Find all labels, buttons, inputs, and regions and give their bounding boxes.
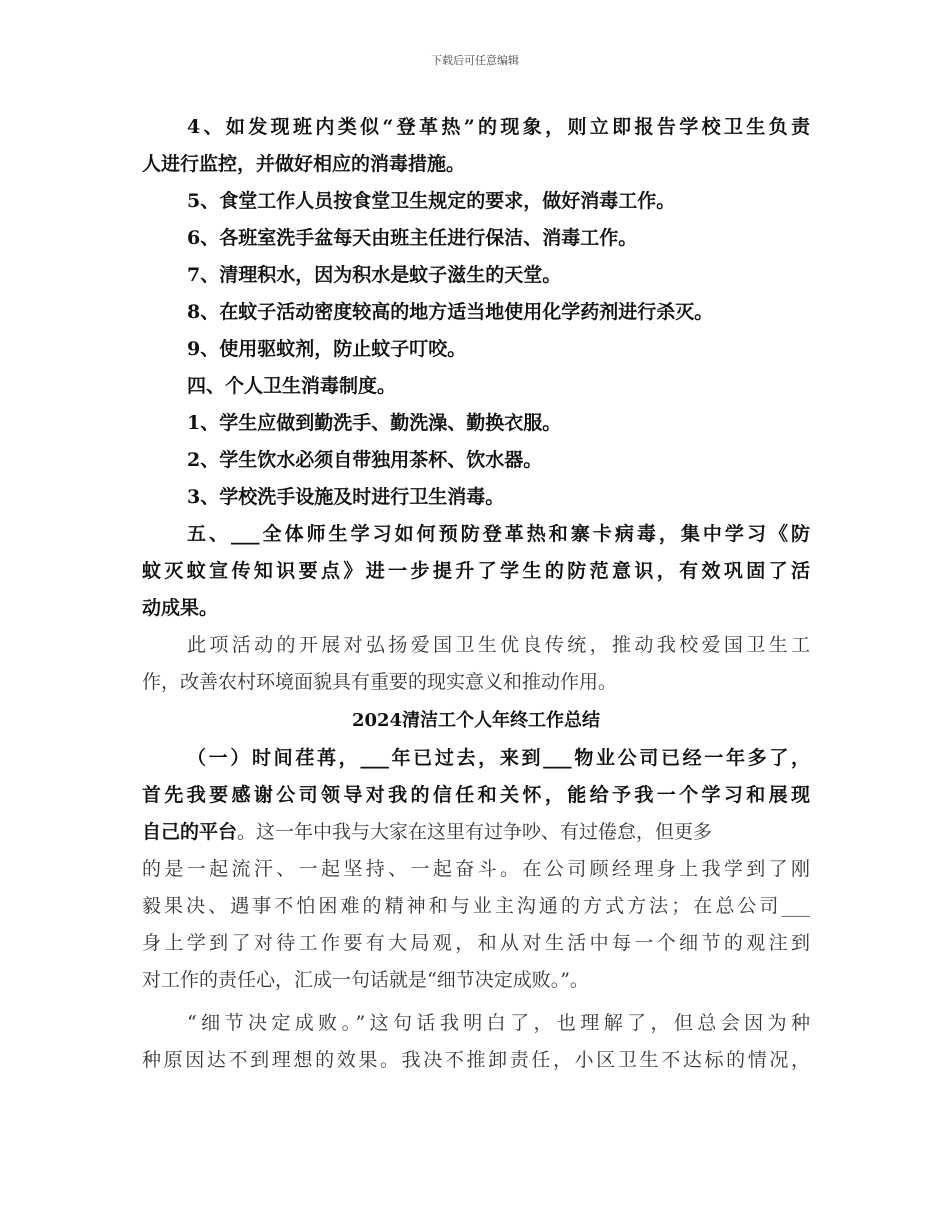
regular-text: 。这一年中我与大家在这里有过争吵、有过倦怠，但更多: [237, 821, 713, 843]
paragraph-line: 五、___全体师生学习如何预防登革热和寨卡病毒，集中学习《防: [187, 523, 810, 545]
list-item: 1、学生应做到勤洗手、勤洗澡、勤换衣服。: [187, 412, 562, 434]
paragraph-line: 身上学到了对待工作要有大局观，和从对生活中每一个细节的观注到: [142, 932, 810, 954]
paragraph-line: 人进行监控，并做好相应的消毒措施。: [142, 153, 466, 175]
list-item: 7、清理积水，因为积水是蚊子滋生的天堂。: [187, 264, 562, 286]
list-item: 3、学校洗手设施及时进行卫生消毒。: [187, 486, 505, 508]
paragraph-line: 的是一起流汗、一起坚持、一起奋斗。在公司顾经理身上我学到了刚: [142, 858, 810, 880]
list-item: 8、在蚊子活动密度较高的地方适当地使用化学药剂进行杀灭。: [187, 301, 714, 323]
bold-text: 自己的平台: [142, 821, 238, 843]
paragraph-line: 毅果决、遇事不怕困难的精神和与业主沟通的方式方法；在总公司___: [142, 895, 810, 917]
paragraph-line: 动成果。: [142, 597, 219, 619]
list-item: 9、使用驱蚊剂，防止蚊子叮咬。: [187, 338, 467, 360]
paragraph-line: （一）时间荏苒，___年已过去，来到___物业公司已经一年多了，: [187, 747, 810, 769]
paragraph-line: “细节决定成败。”这句话我明白了，也理解了，但总会因为种: [187, 1012, 810, 1034]
paragraph-line: 种原因达不到理想的效果。我决不推卸责任，小区卫生不达标的情况，: [142, 1049, 810, 1071]
paragraph-line: 此项活动的开展对弘扬爱国卫生优良传统，推动我校爱国卫生工: [187, 634, 810, 656]
page-header: 下载后可任意编辑: [431, 54, 519, 67]
document-body: [142, 112, 810, 1082]
list-item: 2、学生饮水必须自带独用茶杯、饮水器。: [187, 449, 543, 471]
paragraph-line: 作，改善农村环境面貌具有重要的现实意义和推动作用。: [142, 671, 618, 693]
section-heading: 四、个人卫生消毒制度。: [187, 375, 397, 397]
paragraph-line: 首先我要感谢公司领导对我的信任和关怀，能给予我一个学习和展现: [142, 784, 810, 806]
paragraph-line: [142, 817, 810, 854]
paragraph-line: 对工作的责任心，汇成一句话就是“细节决定成败。”。: [142, 969, 589, 991]
document-title: 2024清洁工个人年终工作总结: [351, 710, 601, 731]
list-item: 5、食堂工作人员按食堂卫生规定的要求，做好消毒工作。: [187, 190, 676, 212]
paragraph-line: 4、如发现班内类似“登革热”的现象，则立即报告学校卫生负责: [187, 116, 810, 138]
paragraph-line: 蚊灭蚊宣传知识要点》进一步提升了学生的防范意识，有效巩固了活: [142, 560, 810, 582]
list-item: 6、各班室洗手盆每天由班主任进行保洁、消毒工作。: [187, 227, 638, 249]
